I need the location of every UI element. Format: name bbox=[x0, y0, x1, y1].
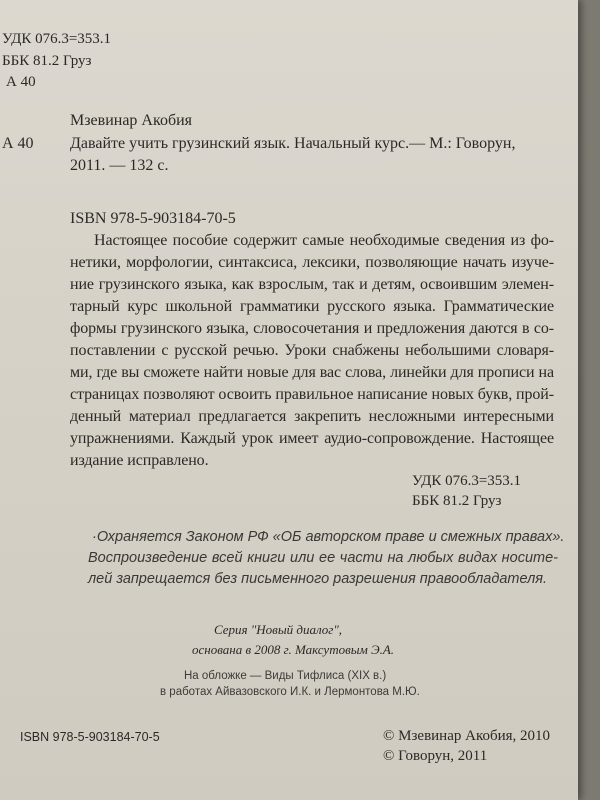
copyright-author: © Мзевинар Акобия, 2010 bbox=[383, 728, 551, 744]
annotation-line: нетики, морфологии, синтаксиса, лексики, позволяющие начать изуче- bbox=[70, 254, 554, 271]
author-name: Мзевинар Акобия bbox=[70, 112, 193, 129]
copyright-notice bbox=[88, 527, 565, 590]
udk-code: УДК 076.3=353.1 bbox=[2, 31, 112, 47]
annotation-text bbox=[70, 230, 554, 472]
copyright-line: лей запрещается без письменного разрешения правообладателя. bbox=[88, 571, 548, 587]
udk-code-bottom: УДК 076.3=353.1 bbox=[412, 473, 522, 489]
cover-note-line-1: На обложке — Виды Тифлиса (XIX в.) bbox=[184, 670, 387, 682]
annotation-line: издание исправлено. bbox=[70, 452, 209, 469]
series-line-2: основана в 2008 г. Максутовым Э.А. bbox=[192, 642, 395, 657]
annotation-line: тарный курс школьной грамматики русского языка. Грамматические bbox=[70, 298, 554, 315]
isbn-top: ISBN 978-5-903184-70-5 bbox=[70, 210, 236, 227]
title-line-1: Давайте учить грузинский язык. Начальный курс.— М.: Говорун, bbox=[70, 135, 516, 152]
series-line-1: Серия "Новый диалог", bbox=[214, 622, 343, 637]
annotation-line: поставлении с русской речью. Уроки снабжены небольшими словаря- bbox=[70, 342, 554, 359]
cover-note-line-2: в работах Айвазовского И.К. и Лермонтова М.Ю. bbox=[160, 686, 420, 698]
copyright-line: Воспроизведение всей книги или ее части на любых видах носите- bbox=[88, 550, 558, 566]
annotation-line: упражнениями. Каждый урок имеет аудио-сопровождение. Настоящее bbox=[70, 430, 554, 447]
annotation-line: ние грузинского языка, как взрослым, так и детям, освоившим элемен- bbox=[70, 276, 554, 293]
annotation-line: Настоящее пособие содержит самые необходимые сведения из фо- bbox=[94, 232, 554, 249]
copyright-line: ·Охраняется Законом РФ «ОБ авторском праве и смежных правах». bbox=[92, 529, 565, 545]
title-line-2: 2011. — 132 с. bbox=[70, 157, 169, 174]
annotation-line: страницах позволяют освоить правильное написание новых букв, прой- bbox=[70, 386, 554, 403]
index-mark: А 40 bbox=[2, 135, 34, 152]
bbk-code-bottom: ББК 81.2 Груз bbox=[412, 493, 502, 509]
annotation-line: денный материал предлагается закрепить несложными интересными bbox=[70, 408, 554, 425]
annotation-line: ми, где вы сможете найти новые для вас слова, линейки для прописи на bbox=[70, 364, 554, 381]
annotation-line: формы грузинского языка, словосочетания и предложения даются в со- bbox=[70, 320, 554, 337]
author-sign: А 40 bbox=[6, 74, 36, 90]
copyright-publisher: © Говорун, 2011 bbox=[383, 748, 488, 764]
isbn-bottom: ISBN 978-5-903184-70-5 bbox=[20, 730, 160, 744]
bbk-code: ББК 81.2 Груз bbox=[2, 53, 92, 69]
